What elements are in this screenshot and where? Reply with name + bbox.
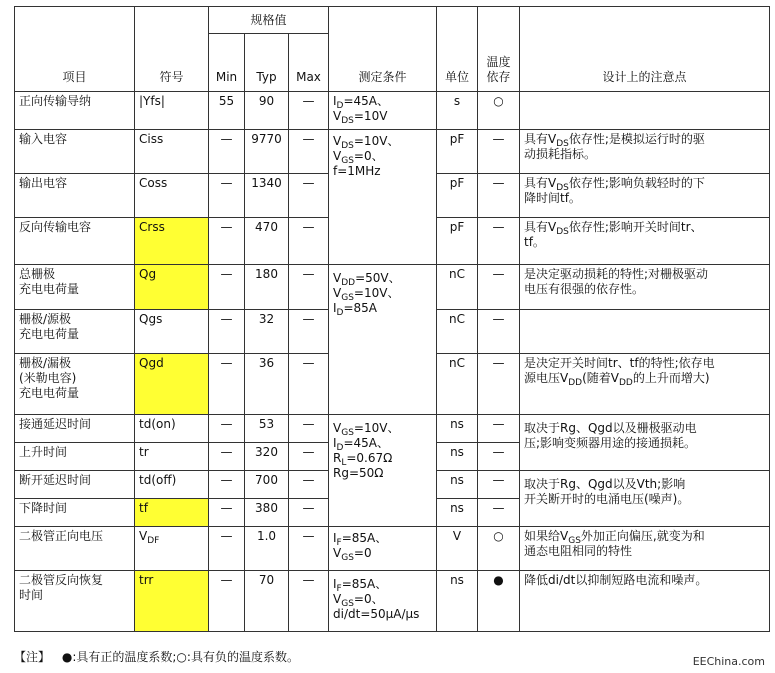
header-typ: Typ [245, 34, 289, 92]
footer-label: 【注】 [14, 650, 51, 664]
condition-cell: $I_F=85A$、 $V_{GS}=0$ [329, 527, 437, 571]
brand-watermark: EEChina.com [692, 655, 765, 668]
spec-table [14, 6, 770, 632]
header-item: 项目 [15, 7, 135, 92]
table-row: 栅极/漏极 (米勒电容) 充电电荷量 Qgd — 36 — nC — 是决定开关时间tr、tf的特性;依存电 源电压$V_{DD}$(随着$V_{DD}$的上升而增大) [15, 354, 770, 415]
open-circle-icon: ○ [176, 650, 187, 664]
header-unit: 单位 [437, 7, 478, 92]
table-row: 正向传输导纳 |Yfs| 55 90 — $I_D=45A$、 $V_{DS}=10V$ s ○ [15, 92, 770, 130]
header-spec: 规格值 [209, 7, 329, 34]
condition-cell: $I_D=45A$、 $V_{DS}=10V$ [329, 92, 437, 130]
filled-circle-icon: ● [61, 650, 73, 664]
table-row: 上升时间 tr — 320 — ns — [15, 443, 770, 471]
table-row: 二极管正向电压 $V_{DF}$ — 1.0 — $I_F=85A$、 $V_{GS}=0$ V ○ 如果给$V_{GS}$外加正向偏压,就变为和 通态电阻相同的特性 [15, 527, 770, 571]
table-row: 下降时间 tf — 380 — ns — [15, 499, 770, 527]
header-max: Max [289, 34, 329, 92]
table-row: 断开延迟时间 td(off) — 700 — ns — 取决于Rg、Qgd以及Vth;影响 开关断开时的电涌电压(噪声)。 [15, 471, 770, 499]
footer-note: 【注】 ●:具有正的温度系数;○:具有负的温度系数。 [14, 650, 299, 664]
table-row: 反向传输电容 Crss — 470 — pF — 具有$V_{DS}$依存性;影响开关时间tr、 tf。 [15, 218, 770, 265]
table-row: 栅极/源极 充电电荷量 Qgs — 32 — nC — [15, 310, 770, 354]
header-symbol: 符号 [135, 7, 209, 92]
header-temp: 温度依存 [478, 7, 520, 92]
header-note: 设计上的注意点 [520, 7, 770, 92]
condition-cell: $V_{DS}=10V$、 $V_{GS}=0$、 f=1MHz [329, 130, 437, 265]
header-condition: 测定条件 [329, 7, 437, 92]
header-min: Min [209, 34, 245, 92]
table-row: 输出电容 Coss — 1340 — pF — 具有$V_{DS}$依存性;影响负载轻时的下 降时间tf。 [15, 174, 770, 218]
open-circle-icon: ○ [478, 92, 520, 130]
table-row: 二极管反向恢复 时间 trr — 70 — $I_F=85A$、 $V_{GS}=0$、 di/dt=50μA/μs ns ● 降低di/dt以抑制短路电流和噪声。 [15, 571, 770, 632]
condition-cell: $I_F=85A$、 $V_{GS}=0$、 di/dt=50μA/μs [329, 571, 437, 632]
open-circle-icon: ○ [478, 527, 520, 571]
table-row: 接通延迟时间 td(on) — 53 — $V_{GS}=10V$、 $I_D=45A$、 $R_L=0.67\Omega$ Rg=50Ω ns — 取决于Rg、Qgd以及栅极驱动电 压;影响变频器用途的接通损耗。 [15, 415, 770, 443]
table-row: 总栅极 充电电荷量 Qg — 180 — $V_{DD}=50V$、 $V_{GS}=10V$、 $I_D=85A$ nC — 是决定驱动损耗的特性;对栅极驱动 电压有很强的依存性。 [15, 265, 770, 310]
table-row: 输入电容 Ciss — 9770 — $V_{DS}=10V$、 $V_{GS}=0$、 f=1MHz pF — 具有$V_{DS}$依存性;是模拟运行时的驱 动损耗指标。 [15, 130, 770, 174]
condition-cell: $V_{GS}=10V$、 $I_D=45A$、 $R_L=0.67\Omega$ Rg=50Ω [329, 415, 437, 527]
condition-cell: $V_{DD}=50V$、 $V_{GS}=10V$、 $I_D=85A$ [329, 265, 437, 415]
filled-circle-icon: ● [478, 571, 520, 632]
